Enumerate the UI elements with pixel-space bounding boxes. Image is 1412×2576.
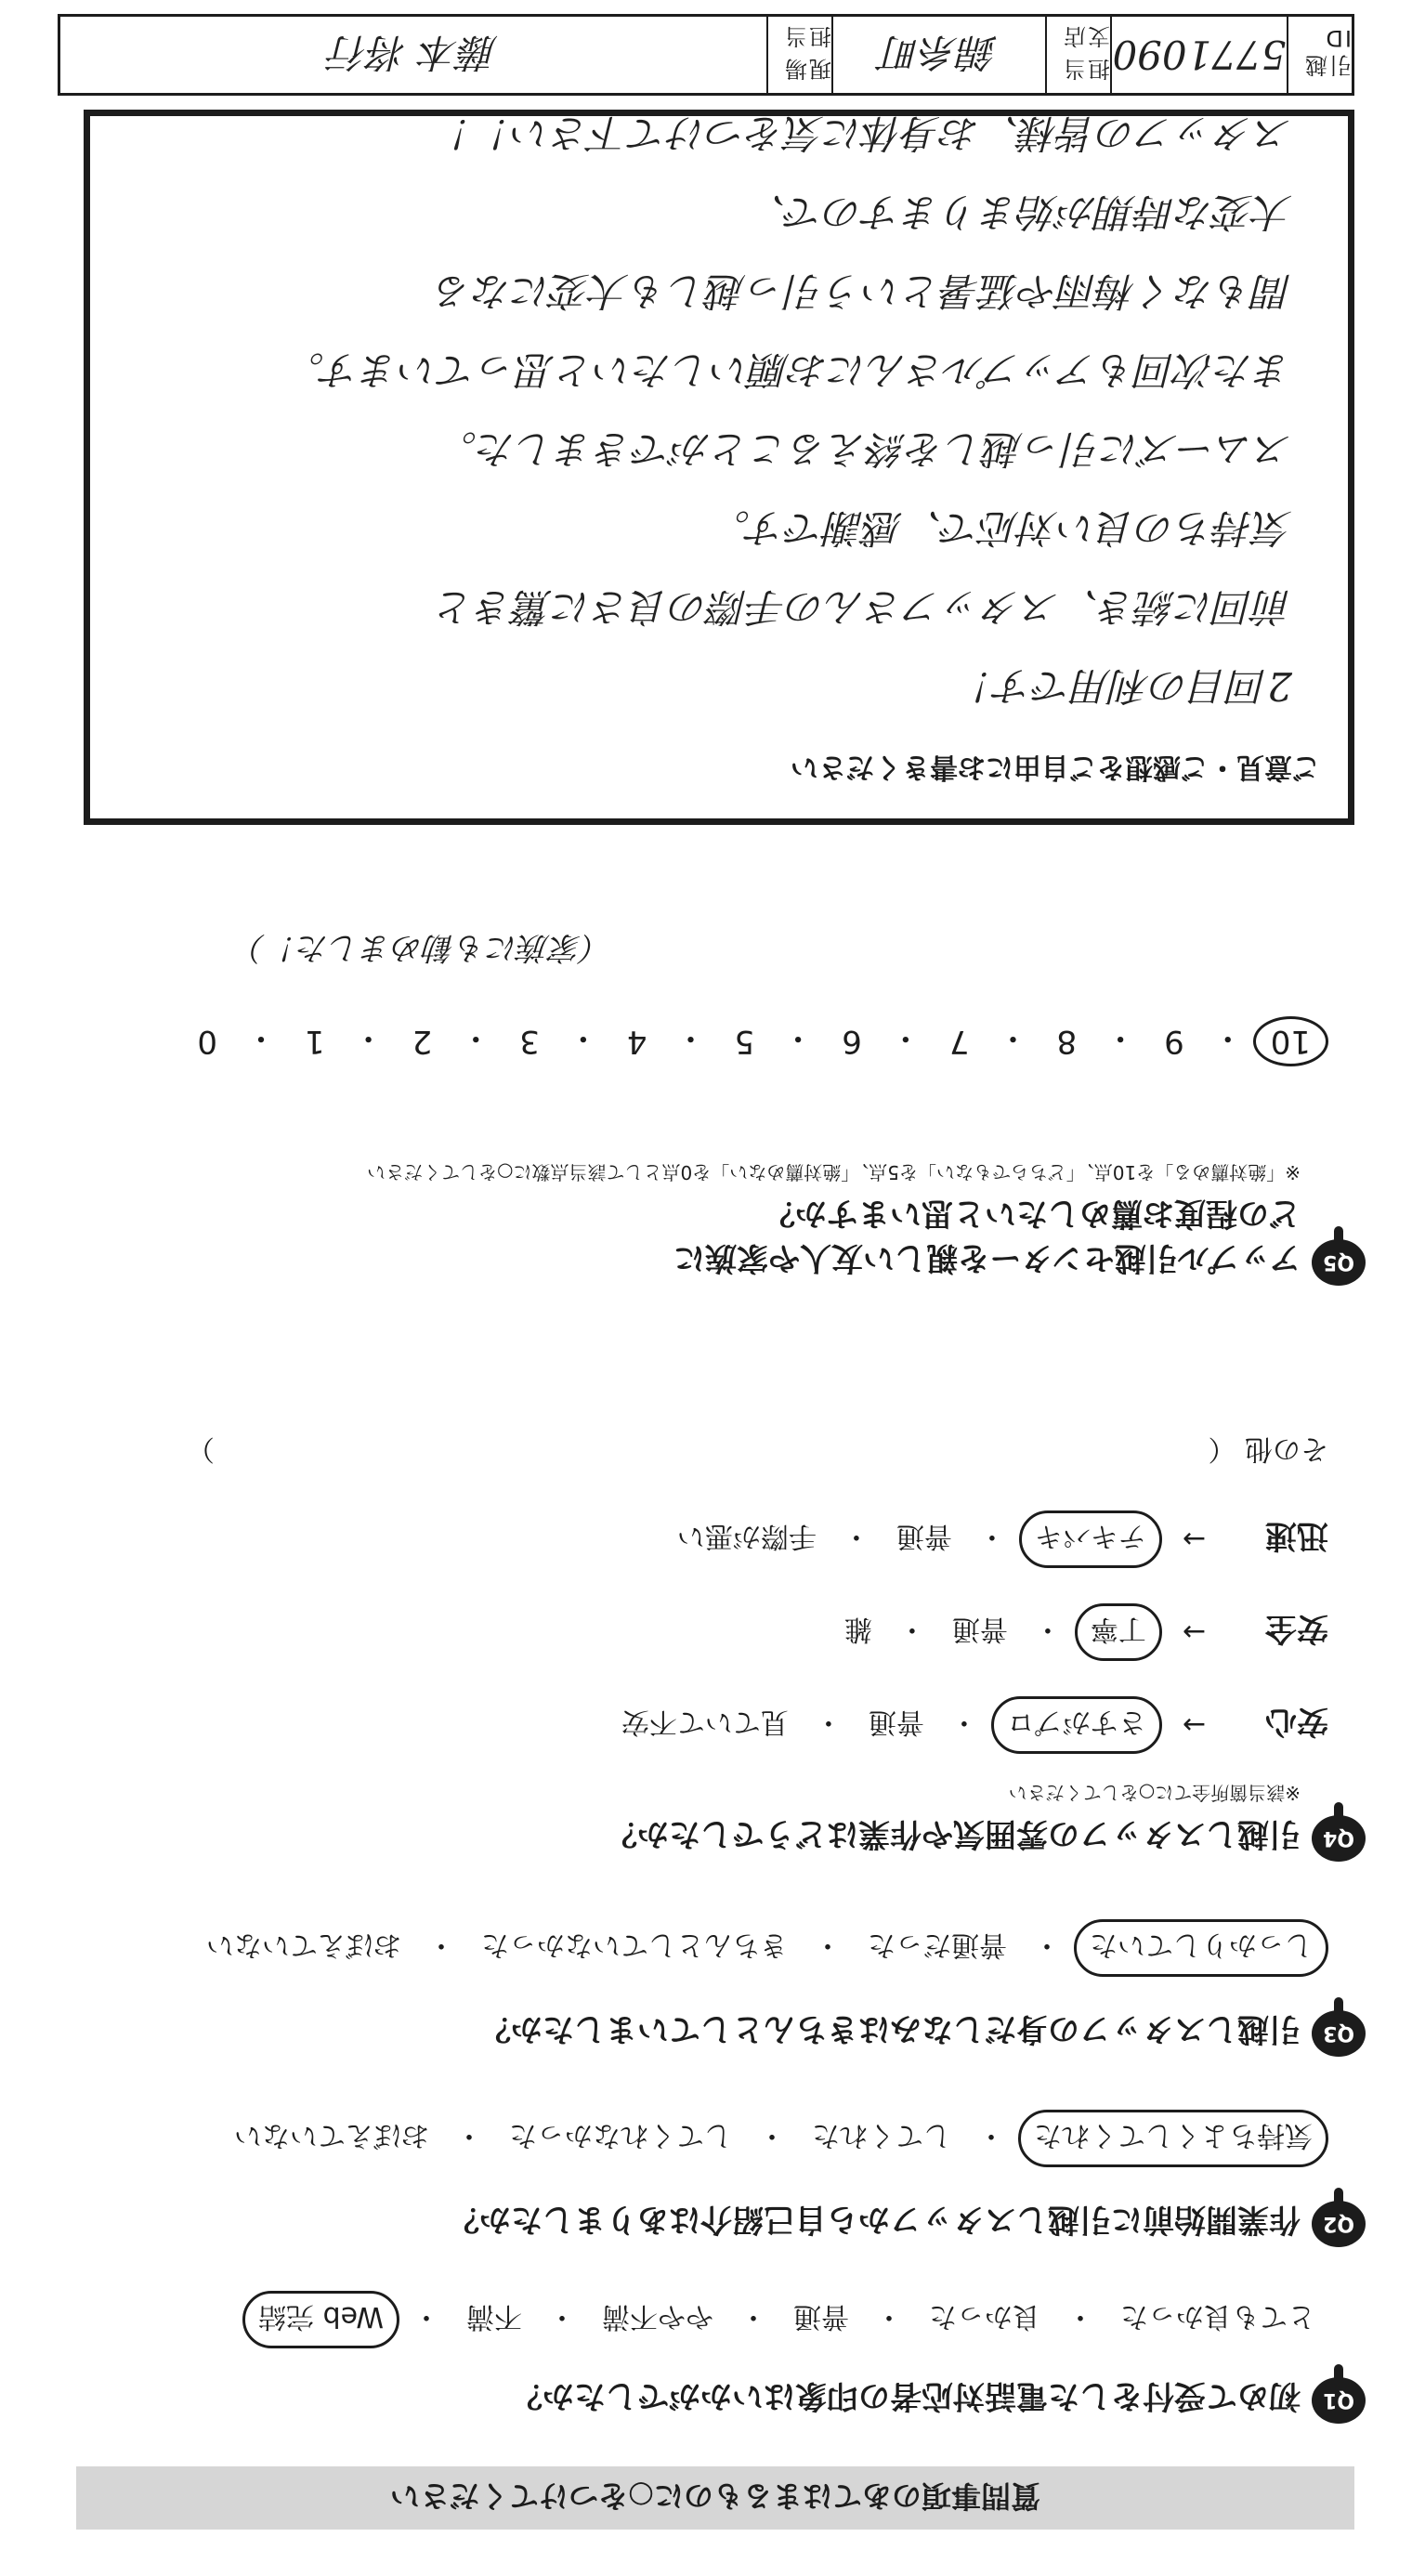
leader-label: 現場担当 bbox=[783, 23, 831, 82]
q5-score-9[interactable]: 9 bbox=[1164, 1023, 1184, 1060]
question-2 bbox=[448, 2197, 1355, 2242]
comment-box[interactable] bbox=[84, 110, 1354, 825]
comment-line: スタッフの皆様、お身体に気をつけて下さい！！ bbox=[433, 111, 1292, 156]
q2-option-4[interactable]: おぼえていない bbox=[234, 2119, 429, 2151]
q4-other-label: その他 bbox=[1245, 1432, 1328, 1465]
q3-option-3[interactable]: きちんとしていなかった bbox=[481, 1929, 788, 1961]
q1-option-5[interactable]: 不満 bbox=[466, 2300, 522, 2333]
q4-row-2-label: 安全 bbox=[1265, 1610, 1328, 1648]
q3-badge: Q3 bbox=[1312, 2010, 1366, 2057]
q5-score-1[interactable]: 1 bbox=[304, 1023, 325, 1060]
branch-label-cell bbox=[1045, 17, 1110, 93]
comment-line: 前回に続き、スタッフさんの手際の良さに驚きと bbox=[435, 584, 1292, 630]
q4-row-2-option-2[interactable]: 普通 bbox=[951, 1613, 1008, 1645]
q2-text: 作業開始前に引越しスタッフから自己紹介はありましたか？ bbox=[448, 2201, 1301, 2238]
q4-row-3-option-2[interactable]: 普通 bbox=[896, 1520, 952, 1552]
moving-id-value-cell[interactable] bbox=[1110, 17, 1287, 93]
q4-other-field[interactable]: （ bbox=[1208, 1432, 1236, 1465]
q4-row-2-option-3[interactable]: 雑 bbox=[843, 1613, 872, 1645]
q4-other-row bbox=[187, 1432, 1328, 1472]
q5-score-8[interactable]: 8 bbox=[1056, 1023, 1078, 1060]
q5-score-2[interactable]: 2 bbox=[412, 1023, 433, 1060]
q2-option-1[interactable]: 気持ちよくしてくれた bbox=[1018, 2110, 1328, 2167]
comment-title: ご意見・ご感想をご自由にお書きください bbox=[791, 751, 1320, 783]
branch-value-cell[interactable] bbox=[831, 17, 1045, 93]
q4-row-2-option-1[interactable]: 丁寧 bbox=[1075, 1603, 1162, 1661]
instruction-text: 質問事項のあてはまるものに○をつけてください bbox=[390, 2478, 1040, 2514]
q5-score-6[interactable]: 6 bbox=[842, 1023, 862, 1060]
q3-text: 引越しスタッフの身だしなみはきちんとしていましたか？ bbox=[479, 2010, 1301, 2047]
q5-score-5[interactable]: 5 bbox=[734, 1023, 755, 1060]
leader-value-cell[interactable] bbox=[60, 17, 766, 93]
branch-value: 錦糸町 bbox=[881, 30, 999, 75]
q4-other-close: ） bbox=[186, 1432, 215, 1465]
q4-row-2: 安全 → 丁寧 ・ 普通 ・ 雑 bbox=[831, 1603, 1328, 1661]
leader-label-cell bbox=[766, 17, 831, 93]
q3-option-1[interactable]: しっかりしていた bbox=[1074, 1919, 1328, 1977]
leader-value: 藤本 将行 bbox=[329, 30, 498, 75]
q4-text: 引越しスタッフの雰囲気や作業はどうでしたか？ bbox=[606, 1815, 1301, 1852]
q3-option-4[interactable]: おぼえていない bbox=[206, 1929, 401, 1961]
q5-score-3[interactable]: 3 bbox=[519, 1023, 540, 1060]
q4-row-1-option-1[interactable]: さすがプロ bbox=[991, 1696, 1162, 1754]
q5-text-line2: どの程度お薦めしたいと思いますか？ bbox=[764, 1195, 1301, 1232]
q4-note: ※該当箇所全てに○をしてください bbox=[1008, 1782, 1301, 1804]
q5-badge: Q5 bbox=[1312, 1239, 1366, 1286]
comment-line: 気持ちの良い対応で、感謝です。 bbox=[711, 505, 1292, 551]
q5-score-10[interactable]: 10 bbox=[1253, 1016, 1328, 1066]
q1-option-2[interactable]: 良かった bbox=[929, 2300, 1040, 2333]
arrow-right-icon: → bbox=[1182, 1615, 1206, 1649]
q1-option-4[interactable]: やや不満 bbox=[602, 2300, 713, 2333]
q4-badge: Q4 bbox=[1312, 1815, 1366, 1862]
question-4 bbox=[606, 1781, 1355, 1856]
moving-id-label-cell bbox=[1287, 17, 1352, 93]
q5-text-line1: アップル引越センターを親しい友人や家族に bbox=[673, 1239, 1301, 1276]
q2-badge: Q2 bbox=[1312, 2201, 1366, 2247]
q4-row-1-label: 安心 bbox=[1265, 1703, 1328, 1741]
q4-row-3-option-3[interactable]: 手際が悪い bbox=[676, 1520, 817, 1552]
comment-line: また次回もアップルさんにお願いしたいと思っています。 bbox=[284, 347, 1292, 393]
q1-badge: Q1 bbox=[1312, 2377, 1366, 2424]
question-1 bbox=[511, 2373, 1355, 2418]
q4-row-3-label: 迅速 bbox=[1265, 1517, 1328, 1555]
instruction-header bbox=[76, 2466, 1354, 2530]
q1-option-6[interactable]: Web 完結 bbox=[242, 2291, 399, 2348]
q4-row-1: 安心 → さすがプロ ・ 普通 ・ 見ていて不安 bbox=[608, 1696, 1328, 1754]
q4-row-1-option-2[interactable]: 普通 bbox=[868, 1706, 924, 1738]
q2-option-3[interactable]: してくれなかった bbox=[509, 2119, 732, 2151]
q4-row-1-option-3[interactable]: 見ていて不安 bbox=[621, 1706, 789, 1738]
q1-text: 初めて受付をした電話対応者の印象はいかがでしたか？ bbox=[511, 2377, 1301, 2414]
q5-note: ※「絶対薦める」を10点、「どちらでもない」を5点、「絶対薦めない」を0点として該当点数に○をしてください bbox=[367, 1161, 1301, 1183]
moving-id-label: 引越ID bbox=[1303, 25, 1352, 79]
q1-option-1[interactable]: とても良かった bbox=[1120, 2300, 1315, 2333]
question-3 bbox=[479, 2007, 1355, 2051]
q4-row-3: 迅速 → テキパキ ・ 普通 ・ 手際が悪い bbox=[664, 1510, 1328, 1568]
q3-options: しっかりしていた ・ 普通だった ・ きちんとしていなかった ・ おぼえていない bbox=[193, 1919, 1328, 1977]
comment-line: 大変な時期が始まりますので、 bbox=[746, 190, 1292, 235]
q5-scale: 10 ・ 9 ・ 8 ・ 7 ・ 6 ・ 5 ・ 4 ・ 3 ・ 2 ・ 1 ・ 0 bbox=[178, 1016, 1328, 1066]
comment-line: 2回目の利用です！ bbox=[955, 663, 1292, 709]
q4-row-3-option-1[interactable]: テキパキ bbox=[1019, 1510, 1162, 1568]
q1-option-3[interactable]: 普通 bbox=[793, 2300, 849, 2333]
comment-line: スムーズに引っ越しを終えることができました。 bbox=[438, 426, 1292, 472]
q3-option-2[interactable]: 普通だった bbox=[868, 1929, 1007, 1961]
q5-score-0[interactable]: 0 bbox=[197, 1023, 217, 1060]
q5-score-4[interactable]: 4 bbox=[626, 1023, 647, 1060]
q1-options: とても良かった ・ 良かった ・ 普通 ・ やや不満 ・ 不満 ・ Web 完結 bbox=[242, 2291, 1328, 2348]
q2-options: 気持ちよくしてくれた ・ してくれた ・ してくれなかった ・ おぼえていない bbox=[221, 2110, 1328, 2167]
question-5 bbox=[367, 1160, 1355, 1280]
q5-score-7[interactable]: 7 bbox=[948, 1023, 970, 1060]
comment-line: 間もなく梅雨や猛暑という引っ越しも大変になる bbox=[433, 268, 1292, 314]
q5-handwritten-aside: （家族にも勧めました！） bbox=[234, 929, 613, 966]
info-table bbox=[58, 14, 1354, 96]
branch-label: 担当支店 bbox=[1062, 23, 1110, 82]
q2-option-2[interactable]: してくれた bbox=[812, 2119, 951, 2151]
arrow-right-icon: → bbox=[1182, 1523, 1206, 1556]
arrow-right-icon: → bbox=[1182, 1708, 1206, 1742]
moving-id-value: 5771090 bbox=[1112, 32, 1287, 78]
